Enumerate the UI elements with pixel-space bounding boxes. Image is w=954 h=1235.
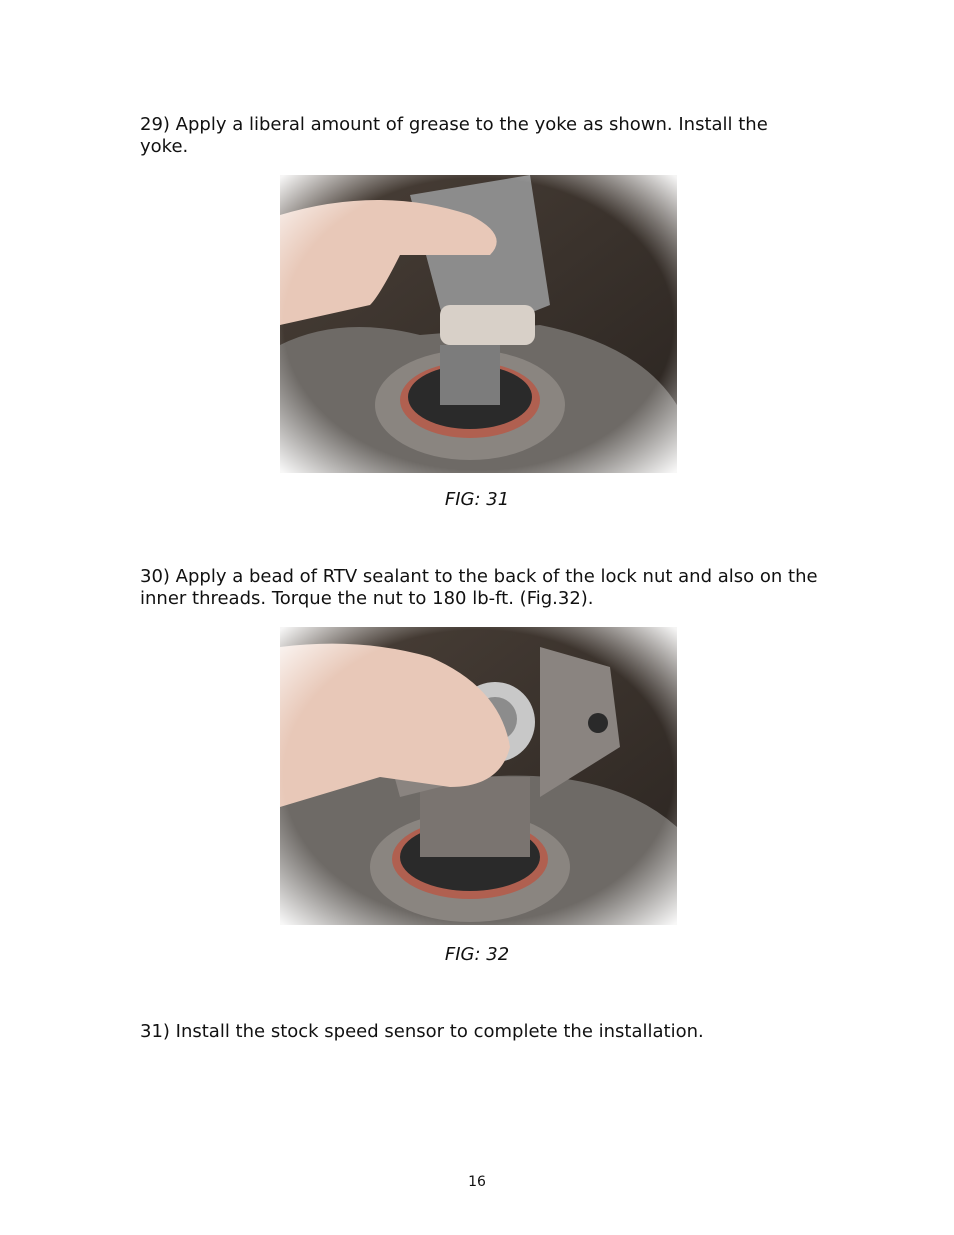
page-number: 16 <box>468 1174 486 1190</box>
fig-32-photo <box>280 627 677 925</box>
fig-32-caption: FIG: 32 <box>444 944 510 965</box>
fig-31-photo <box>280 175 677 473</box>
step-30-text: 30) Apply a bead of RTV sealant to the back of the lock nut and also on the inner threads. Torque the nut to 180 lb-ft. (Fig.32). <box>140 566 818 609</box>
step-31-text: 31) Install the stock speed sensor to complete the installation. <box>140 1021 704 1042</box>
step-29-text: 29) Apply a liberal amount of grease to the yoke as shown. Install the yoke. <box>140 114 768 157</box>
fig-31-caption: FIG: 31 <box>444 489 510 510</box>
